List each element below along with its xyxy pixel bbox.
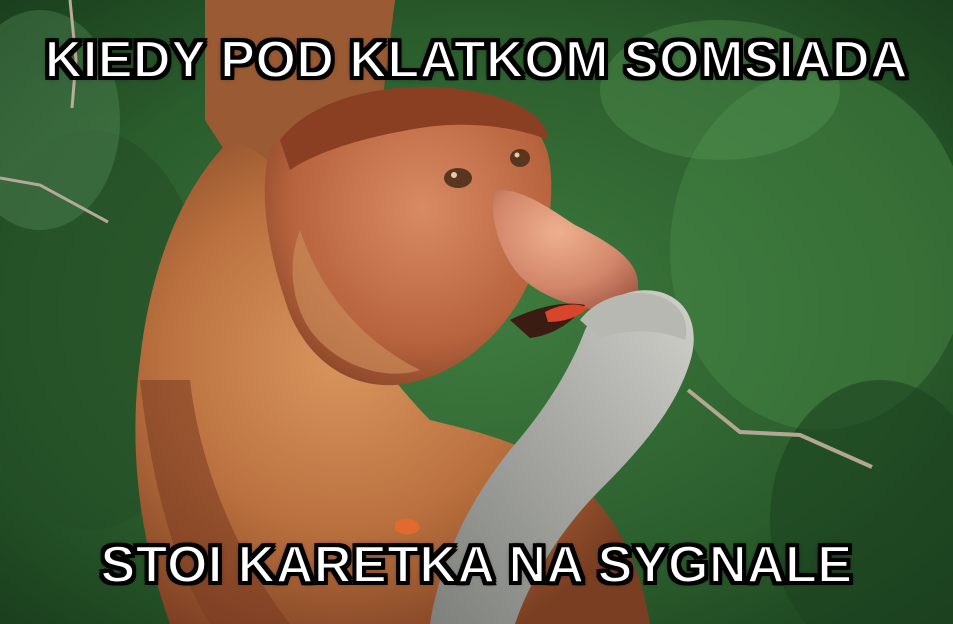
bottom-caption: STOI KARETKA NA SYGNALE (100, 536, 853, 594)
top-caption: KIEDY POD KLATKOM SOMSIADA (44, 31, 909, 89)
monkey-eye-highlight (515, 153, 520, 158)
monkey-eye-highlight (451, 172, 457, 178)
monkey-eye (510, 149, 530, 167)
monkey-eye (444, 168, 472, 188)
